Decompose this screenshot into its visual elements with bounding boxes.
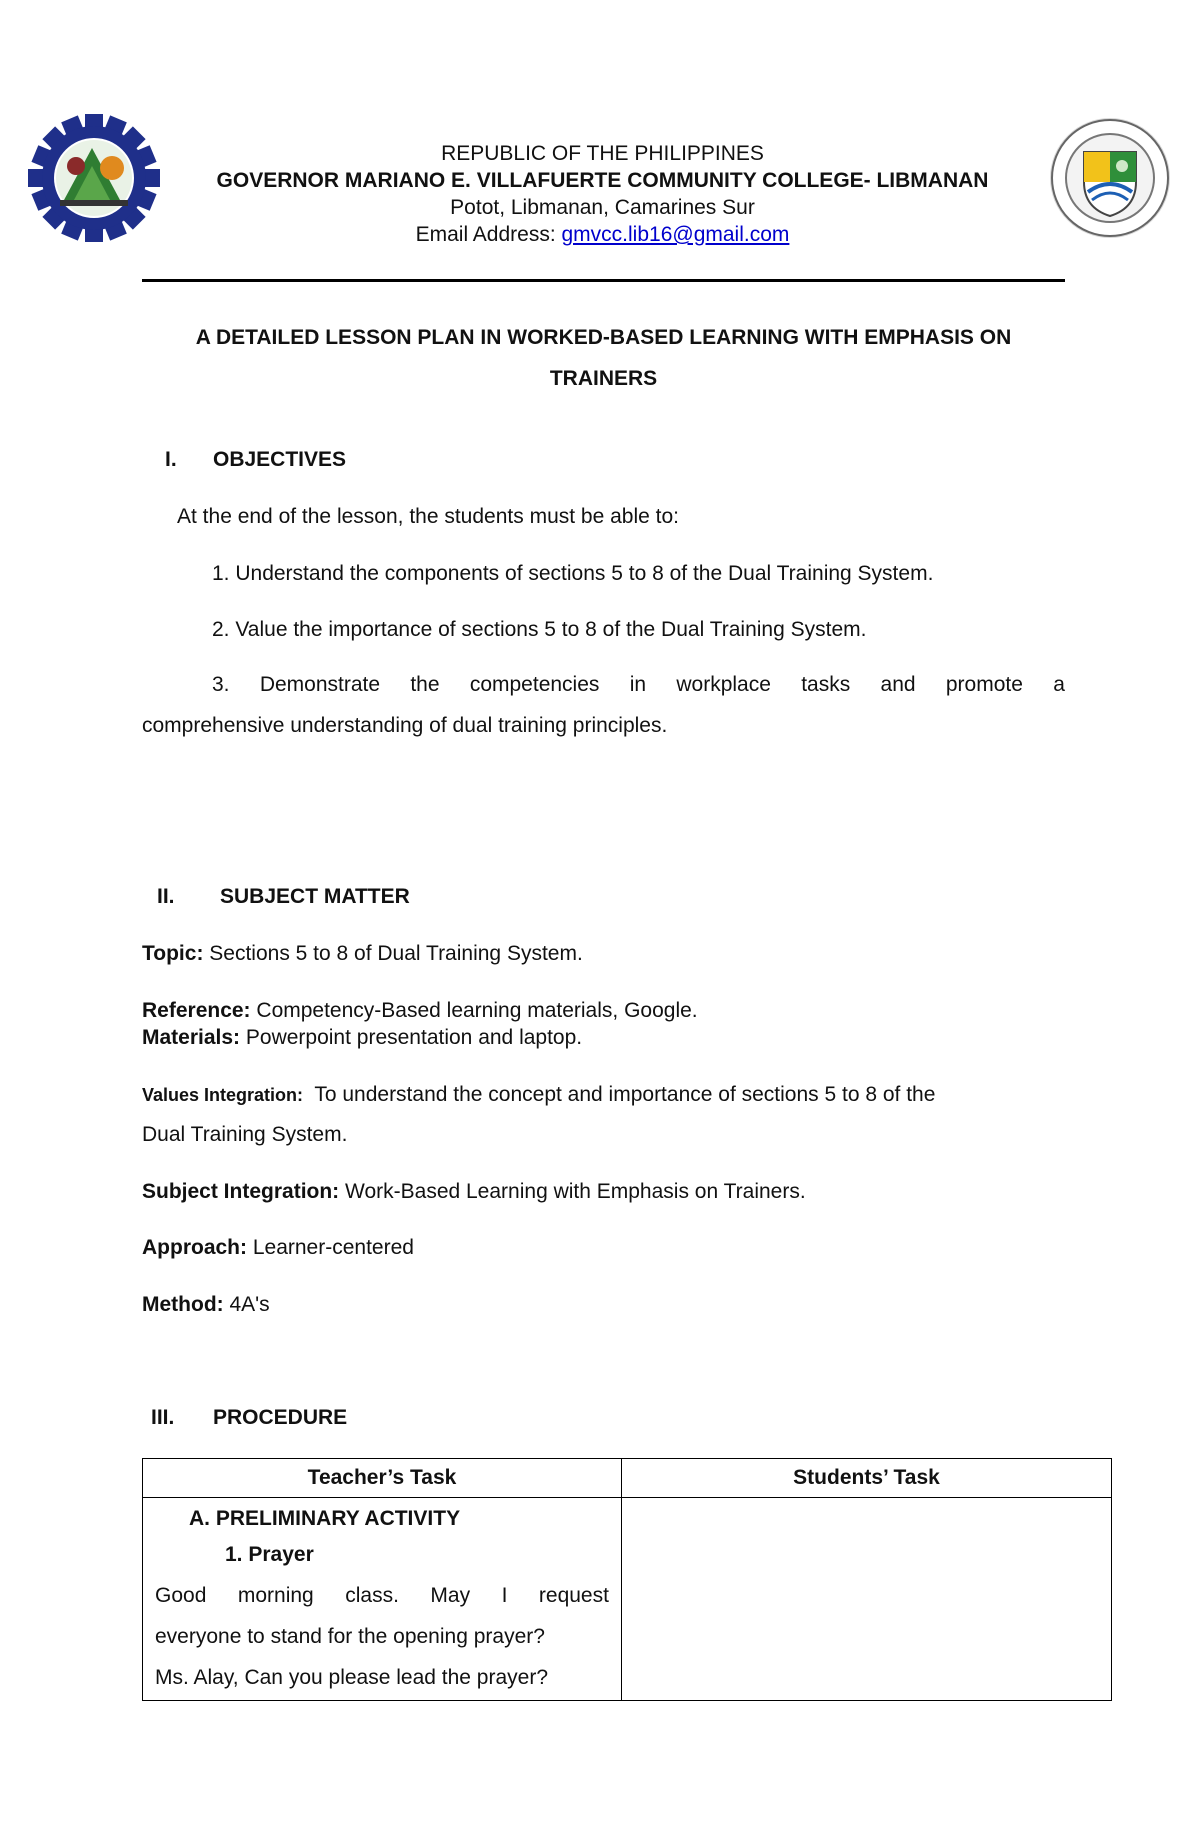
values-integration-value: To understand the concept and importance of sections 5 to 8 of the <box>303 1083 936 1106</box>
word: Demonstrate <box>259 673 381 696</box>
values-integration-label: Values Integration: <box>142 1085 304 1105</box>
reference-line <box>142 999 698 1023</box>
word: a <box>1053 673 1065 696</box>
method-value: 4A's <box>223 1293 270 1316</box>
subject-integration-value: Work-Based Learning with Emphasis on Trainers. <box>339 1180 806 1203</box>
topic-value: Sections 5 to 8 of Dual Training System. <box>203 942 583 965</box>
republic-heading: REPUBLIC OF THE PHILIPPINES <box>441 142 764 165</box>
approach-line <box>142 1236 414 1260</box>
reference-value: Competency-Based learning materials, Google. <box>250 999 698 1022</box>
word: request <box>538 1584 609 1607</box>
objectives-intro: At the end of the lesson, the students must be able to: <box>177 505 679 528</box>
students-task-cell <box>622 1498 1112 1701</box>
word: 3. <box>212 673 230 696</box>
word: morning <box>237 1584 314 1607</box>
approach-label: Approach: <box>142 1236 247 1259</box>
procedure-table <box>142 1458 1112 1701</box>
prayer-heading: 1. Prayer <box>225 1543 314 1566</box>
word: the <box>410 673 440 696</box>
email-link[interactable]: gmvcc.lib16@gmail.com <box>561 223 790 246</box>
materials-label: Materials: <box>142 1026 241 1049</box>
values-integration-line-1 <box>142 1083 935 1107</box>
values-integration-line-2: Dual Training System. <box>142 1123 348 1146</box>
word: competencies <box>469 673 600 696</box>
table-row <box>143 1498 1112 1701</box>
materials-value: Powerpoint presentation and laptop. <box>240 1026 583 1049</box>
column-header-students: Students’ Task <box>622 1459 1112 1498</box>
word: class. <box>345 1584 399 1607</box>
subject-integration-label: Subject Integration: <box>142 1180 340 1203</box>
teacher-line-1 <box>155 1575 609 1616</box>
word: Good <box>155 1584 207 1607</box>
teacher-line-2: everyone to stand for the opening prayer? <box>155 1625 545 1648</box>
table-header-row <box>143 1459 1112 1498</box>
section-heading-procedure: PROCEDURE <box>213 1406 348 1429</box>
section-number-subject-matter: II. <box>157 885 175 908</box>
objective-2: 2. Value the importance of sections 5 to 8 of the Dual Training System. <box>212 618 867 641</box>
objective-3-line-1 <box>212 673 1065 697</box>
word: I <box>501 1584 508 1607</box>
college-name: GOVERNOR MARIANO E. VILLAFUERTE COMMUNITY COLLEGE- LIBMANAN <box>216 169 989 192</box>
word: promote <box>945 673 1023 696</box>
word: workplace <box>676 673 771 696</box>
objective-1: 1. Understand the components of sections 5 to 8 of the Dual Training System. <box>212 562 934 585</box>
column-header-teacher: Teacher’s Task <box>143 1459 622 1498</box>
method-label: Method: <box>142 1293 224 1316</box>
college-seal-icon <box>28 114 160 242</box>
section-heading-subject-matter: SUBJECT MATTER <box>220 885 410 908</box>
college-address: Potot, Libmanan, Camarines Sur <box>450 196 755 219</box>
approach-value: Learner-centered <box>247 1236 414 1259</box>
word: in <box>629 673 647 696</box>
email-line <box>160 223 1045 247</box>
document-title-line-1: A DETAILED LESSON PLAN IN WORKED-BASED LEARNING WITH EMPHASIS ON <box>195 326 1012 349</box>
teacher-line-3: Ms. Alay, Can you please lead the prayer? <box>155 1666 549 1689</box>
document-title-line-2: TRAINERS <box>549 367 658 390</box>
topic-line <box>142 942 583 966</box>
word: tasks <box>801 673 851 696</box>
section-heading-objectives: OBJECTIVES <box>213 448 347 471</box>
section-number-objectives: I. <box>165 448 177 471</box>
reference-label: Reference: <box>142 999 251 1022</box>
email-label: Email Address: <box>415 223 562 246</box>
word: and <box>880 673 916 696</box>
topic-label: Topic: <box>142 942 204 965</box>
subject-integration-line <box>142 1180 806 1204</box>
province-of-camarines-sur-seal-icon <box>1048 116 1172 240</box>
word: May <box>430 1584 471 1607</box>
method-line <box>142 1293 270 1317</box>
objective-3-line-2: comprehensive understanding of dual training principles. <box>142 714 668 737</box>
teacher-task-cell <box>143 1498 622 1701</box>
preliminary-activity-heading: A. PRELIMINARY ACTIVITY <box>189 1507 461 1530</box>
materials-line <box>142 1026 582 1050</box>
section-number-procedure: III. <box>151 1406 175 1429</box>
header-divider <box>142 279 1065 282</box>
